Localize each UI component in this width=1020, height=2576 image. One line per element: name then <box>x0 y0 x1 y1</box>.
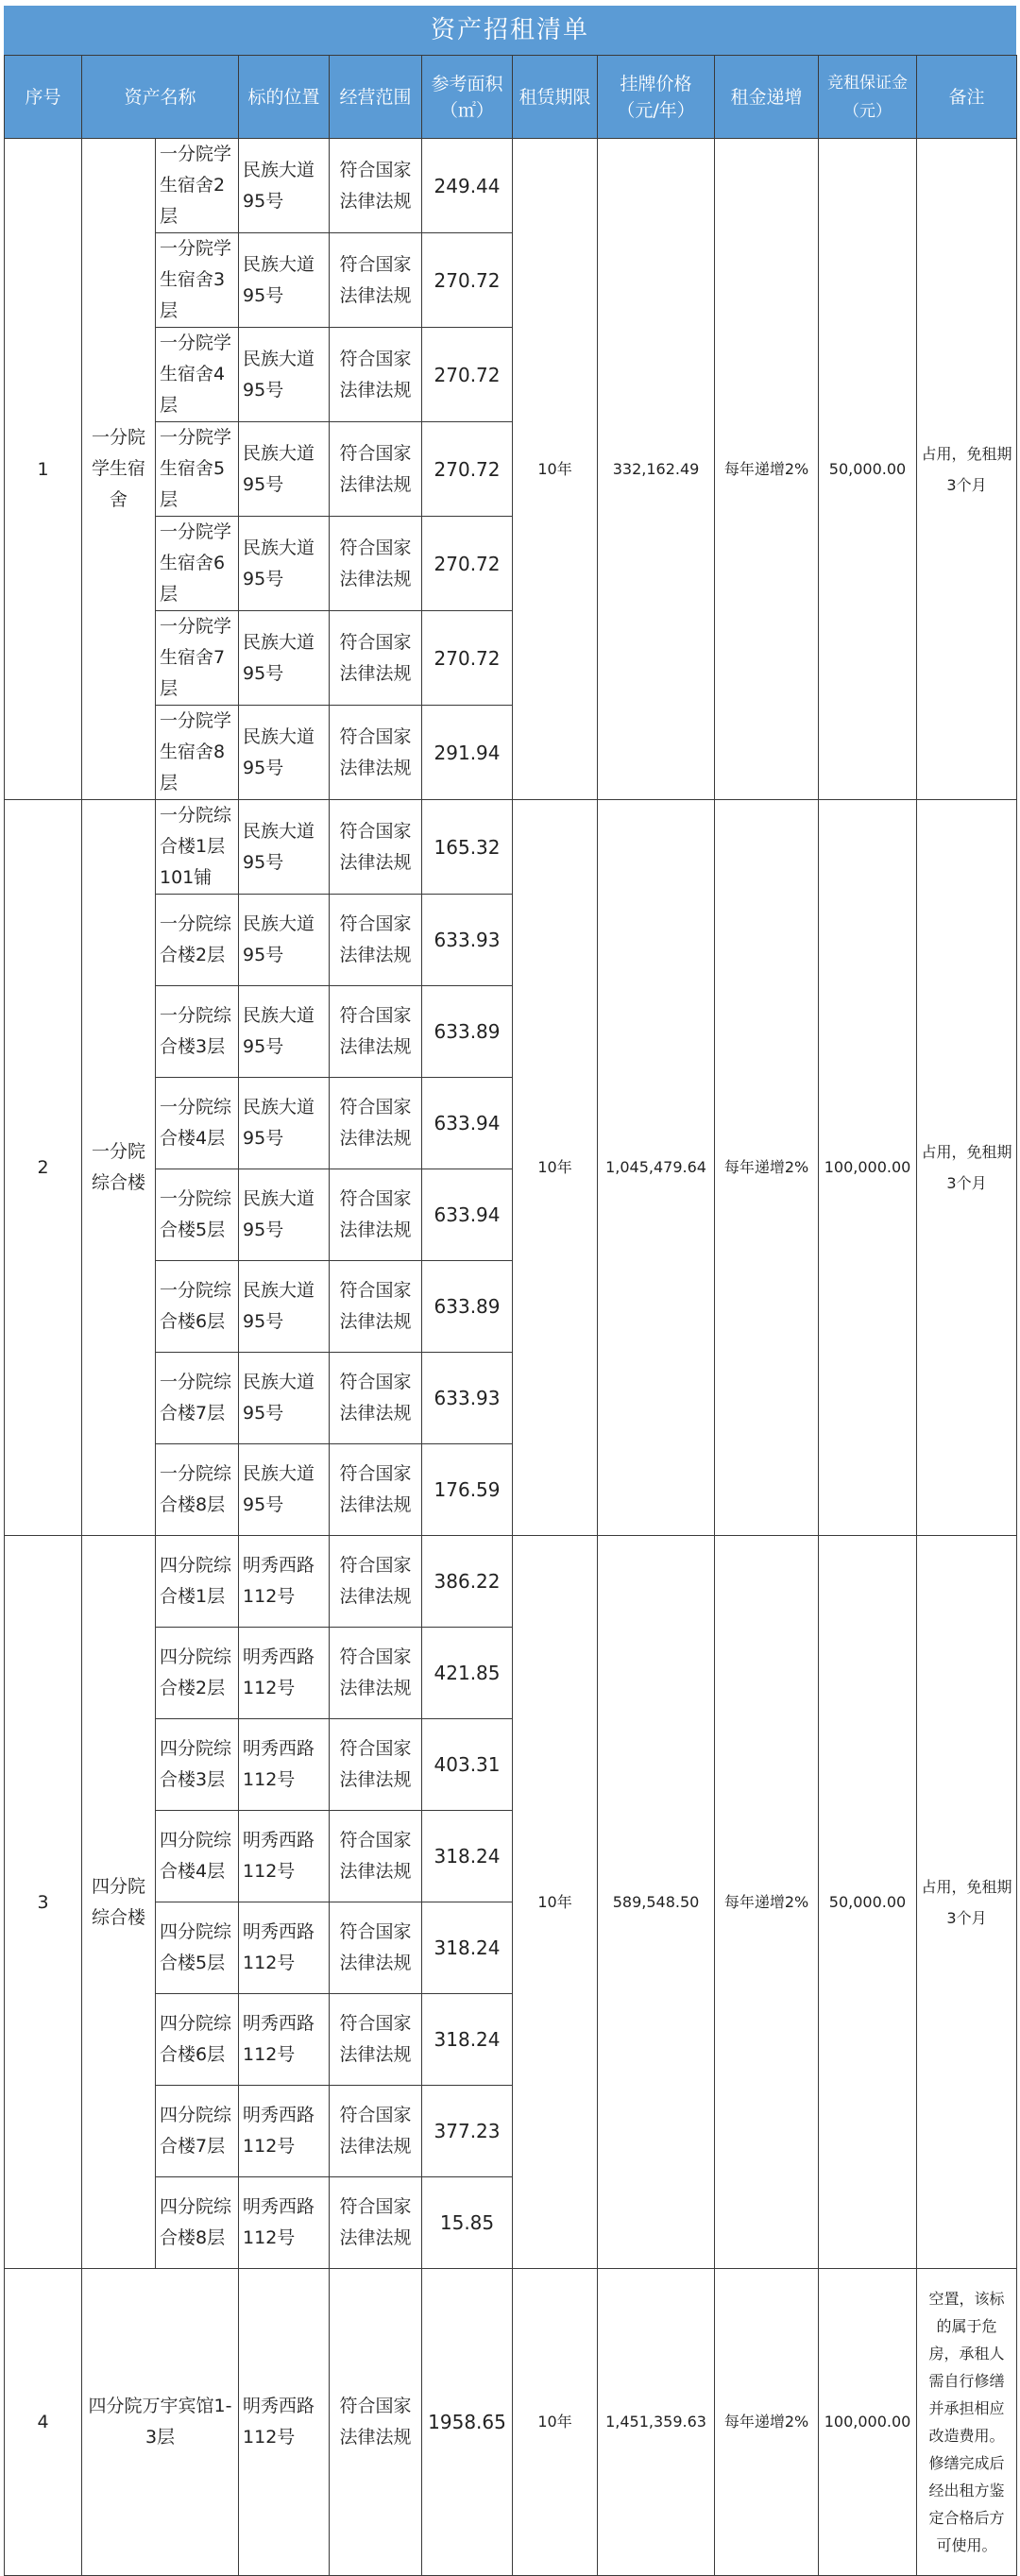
item-name: 四分院综合楼2层 <box>156 1628 239 1719</box>
table-title: 资产招租清单 <box>4 6 1016 55</box>
group-asset-name: 四分院万宇宾馆1-3层 <box>82 2269 239 2576</box>
item-area: 421.85 <box>422 1628 513 1719</box>
group-list-price: 332,162.49 <box>598 139 715 800</box>
item-scope: 符合国家法律法规 <box>330 1628 422 1719</box>
header-deposit: 竞租保证金（元） <box>819 56 917 139</box>
item-location: 民族大道95号 <box>239 895 330 986</box>
page <box>4 0 1016 2576</box>
item-area: 1958.65 <box>422 2269 513 2576</box>
item-area: 633.89 <box>422 1261 513 1353</box>
item-name: 四分院综合楼6层 <box>156 1994 239 2086</box>
group-list-price: 589,548.50 <box>598 1536 715 2269</box>
item-name: 一分院综合楼4层 <box>156 1078 239 1169</box>
group-remark: 空置，该标的属于危房，承租人需自行修缮并承担相应改造费用。修缮完成后经出租方鉴定合格后方可使用。 <box>917 2269 1017 2576</box>
group-asset-name: 一分院综合楼 <box>82 800 156 1536</box>
item-location: 明秀西路112号 <box>239 1719 330 1811</box>
header-lease-term: 租赁期限 <box>513 56 598 139</box>
item-area: 386.22 <box>422 1536 513 1628</box>
item-location: 民族大道95号 <box>239 800 330 895</box>
item-area: 176.59 <box>422 1444 513 1536</box>
table-row <box>5 1536 1017 1628</box>
item-location: 民族大道95号 <box>239 139 330 233</box>
item-location: 明秀西路112号 <box>239 1536 330 1628</box>
item-scope: 符合国家法律法规 <box>330 2086 422 2177</box>
item-scope: 符合国家法律法规 <box>330 139 422 233</box>
item-name: 一分院综合楼3层 <box>156 986 239 1078</box>
item-name: 一分院学生宿舍7层 <box>156 611 239 706</box>
item-scope: 符合国家法律法规 <box>330 233 422 328</box>
item-name: 一分院学生宿舍5层 <box>156 422 239 517</box>
group-list-price: 1,045,479.64 <box>598 800 715 1536</box>
item-name: 一分院综合楼6层 <box>156 1261 239 1353</box>
item-location: 民族大道95号 <box>239 611 330 706</box>
group-deposit: 100,000.00 <box>819 800 917 1536</box>
item-location: 明秀西路112号 <box>239 2086 330 2177</box>
item-name: 四分院综合楼5层 <box>156 1902 239 1994</box>
group-deposit: 50,000.00 <box>819 139 917 800</box>
item-scope: 符合国家法律法规 <box>330 1261 422 1353</box>
item-name: 四分院综合楼3层 <box>156 1719 239 1811</box>
item-scope: 符合国家法律法规 <box>330 611 422 706</box>
item-area: 633.94 <box>422 1078 513 1169</box>
group-remark: 占用，免租期3个月 <box>917 139 1017 800</box>
group-asset-name: 四分院综合楼 <box>82 1536 156 2269</box>
item-location: 民族大道95号 <box>239 1169 330 1261</box>
asset-lease-table <box>4 55 1017 2576</box>
group-lease-term: 10年 <box>513 1536 598 2269</box>
group-remark: 占用，免租期3个月 <box>917 800 1017 1536</box>
item-name: 一分院综合楼2层 <box>156 895 239 986</box>
item-location: 明秀西路112号 <box>239 1994 330 2086</box>
item-area: 249.44 <box>422 139 513 233</box>
group-seq: 2 <box>5 800 82 1536</box>
item-location: 民族大道95号 <box>239 1444 330 1536</box>
item-area: 377.23 <box>422 2086 513 2177</box>
header-seq: 序号 <box>5 56 82 139</box>
group-deposit: 50,000.00 <box>819 1536 917 2269</box>
item-area: 633.93 <box>422 1353 513 1444</box>
item-scope: 符合国家法律法规 <box>330 1811 422 1902</box>
item-area: 633.94 <box>422 1169 513 1261</box>
header-rent-increase: 租金递增 <box>715 56 819 139</box>
item-name: 四分院综合楼4层 <box>156 1811 239 1902</box>
group-rent-increase: 每年递增2% <box>715 139 819 800</box>
item-area: 270.72 <box>422 328 513 422</box>
item-name: 一分院综合楼1层101铺 <box>156 800 239 895</box>
table-row <box>5 139 1017 233</box>
group-seq: 4 <box>5 2269 82 2576</box>
item-scope: 符合国家法律法规 <box>330 895 422 986</box>
item-location: 民族大道95号 <box>239 1261 330 1353</box>
item-location: 民族大道95号 <box>239 328 330 422</box>
item-location: 明秀西路112号 <box>239 1811 330 1902</box>
item-area: 270.72 <box>422 517 513 611</box>
item-area: 633.93 <box>422 895 513 986</box>
table-header <box>5 56 1017 139</box>
item-location: 民族大道95号 <box>239 986 330 1078</box>
group-lease-term: 10年 <box>513 2269 598 2576</box>
table-row <box>5 2269 1017 2576</box>
item-area: 270.72 <box>422 611 513 706</box>
group-rent-increase: 每年递增2% <box>715 2269 819 2576</box>
item-name: 四分院综合楼7层 <box>156 2086 239 2177</box>
header-location: 标的位置 <box>239 56 330 139</box>
item-scope: 符合国家法律法规 <box>330 706 422 800</box>
group-rent-increase: 每年递增2% <box>715 800 819 1536</box>
item-name: 一分院综合楼5层 <box>156 1169 239 1261</box>
item-scope: 符合国家法律法规 <box>330 1994 422 2086</box>
table-row <box>5 800 1017 895</box>
item-location: 明秀西路112号 <box>239 2269 330 2576</box>
item-area: 318.24 <box>422 1811 513 1902</box>
item-area: 403.31 <box>422 1719 513 1811</box>
item-area: 318.24 <box>422 1902 513 1994</box>
group-asset-name: 一分院学生宿舍 <box>82 139 156 800</box>
item-scope: 符合国家法律法规 <box>330 1078 422 1169</box>
item-name: 一分院学生宿舍4层 <box>156 328 239 422</box>
item-location: 民族大道95号 <box>239 1078 330 1169</box>
item-name: 一分院学生宿舍2层 <box>156 139 239 233</box>
item-name: 一分院综合楼7层 <box>156 1353 239 1444</box>
item-name: 一分院学生宿舍3层 <box>156 233 239 328</box>
item-area: 633.89 <box>422 986 513 1078</box>
item-scope: 符合国家法律法规 <box>330 1353 422 1444</box>
header-asset-name: 资产名称 <box>82 56 239 139</box>
item-scope: 符合国家法律法规 <box>330 2177 422 2269</box>
item-scope: 符合国家法律法规 <box>330 1536 422 1628</box>
item-area: 270.72 <box>422 422 513 517</box>
group-seq: 1 <box>5 139 82 800</box>
item-location: 民族大道95号 <box>239 517 330 611</box>
group-list-price: 1,451,359.63 <box>598 2269 715 2576</box>
item-location: 明秀西路112号 <box>239 2177 330 2269</box>
item-scope: 符合国家法律法规 <box>330 1169 422 1261</box>
item-scope: 符合国家法律法规 <box>330 517 422 611</box>
item-name: 一分院综合楼8层 <box>156 1444 239 1536</box>
group-seq: 3 <box>5 1536 82 2269</box>
header-area: 参考面积（㎡） <box>422 56 513 139</box>
group-rent-increase: 每年递增2% <box>715 1536 819 2269</box>
header-remark: 备注 <box>917 56 1017 139</box>
item-location: 民族大道95号 <box>239 422 330 517</box>
item-location: 明秀西路112号 <box>239 1628 330 1719</box>
item-name: 一分院学生宿舍6层 <box>156 517 239 611</box>
item-name: 四分院综合楼8层 <box>156 2177 239 2269</box>
group-lease-term: 10年 <box>513 800 598 1536</box>
group-lease-term: 10年 <box>513 139 598 800</box>
item-location: 民族大道95号 <box>239 706 330 800</box>
item-scope: 符合国家法律法规 <box>330 2269 422 2576</box>
item-scope: 符合国家法律法规 <box>330 1719 422 1811</box>
header-list-price: 挂牌价格（元/年） <box>598 56 715 139</box>
item-name: 一分院学生宿舍8层 <box>156 706 239 800</box>
item-area: 318.24 <box>422 1994 513 2086</box>
item-scope: 符合国家法律法规 <box>330 1444 422 1536</box>
group-remark: 占用，免租期3个月 <box>917 1536 1017 2269</box>
item-scope: 符合国家法律法规 <box>330 986 422 1078</box>
item-name: 四分院综合楼1层 <box>156 1536 239 1628</box>
item-scope: 符合国家法律法规 <box>330 1902 422 1994</box>
item-location: 民族大道95号 <box>239 233 330 328</box>
item-area: 15.85 <box>422 2177 513 2269</box>
header-scope: 经营范围 <box>330 56 422 139</box>
item-scope: 符合国家法律法规 <box>330 328 422 422</box>
item-location: 明秀西路112号 <box>239 1902 330 1994</box>
item-scope: 符合国家法律法规 <box>330 800 422 895</box>
item-location: 民族大道95号 <box>239 1353 330 1444</box>
item-area: 270.72 <box>422 233 513 328</box>
item-area: 165.32 <box>422 800 513 895</box>
table-body <box>5 139 1017 2576</box>
item-area: 291.94 <box>422 706 513 800</box>
item-scope: 符合国家法律法规 <box>330 422 422 517</box>
group-deposit: 100,000.00 <box>819 2269 917 2576</box>
